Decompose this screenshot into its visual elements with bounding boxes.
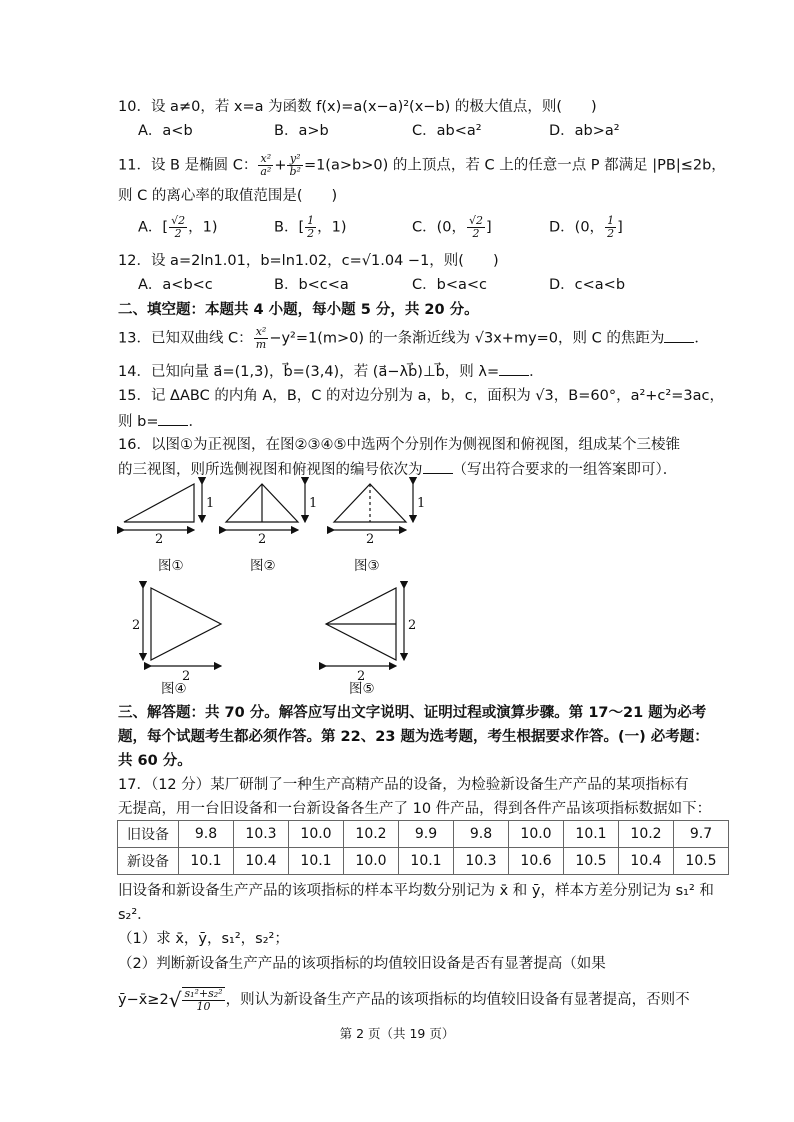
q11-stem-line1: 11．设 B 是椭圆 C： $\frac{\text{x²}}{\text{a²}}$ + $\frac{\text{y²}}{\text{b²}}$ =1(a>b>0) 的上顶点，若 C 上的任意一点 P 都满足 |PB|≤2b， (118, 152, 726, 178)
table-cell: 10.5 (564, 848, 619, 875)
table-cell: 10.2 (344, 821, 399, 848)
table-cell: 10.4 (619, 848, 674, 875)
figure-2-width-label: 2 (258, 532, 267, 547)
table-cell: 旧设备 (118, 821, 179, 848)
table-cell: 10.0 (509, 821, 564, 848)
table-cell: 10.1 (399, 848, 454, 875)
figure-4-width-label: 2 (182, 669, 191, 684)
figure-2-caption: 图② (250, 558, 276, 574)
table-cell: 10.3 (234, 821, 289, 848)
table-row-old-device (118, 821, 729, 848)
table-cell: 10.0 (289, 821, 344, 848)
figure-4-triangle-right (143, 588, 221, 666)
figure-1-height-label: 1 (206, 496, 215, 511)
q10-option-b: B．a>b (274, 123, 329, 139)
table-cell: 10.6 (509, 848, 564, 875)
figure-5-width-label: 2 (357, 669, 366, 684)
q16-stem-line1: 16．以图①为正视图，在图②③④⑤中选两个分别作为侧视图和俯视图，组成某个三棱锥 (118, 437, 680, 453)
figure-2-isosceles-triangle (226, 484, 305, 530)
table-row-new-device (118, 848, 729, 875)
q17-condition-line: ȳ−x̄≥2√ $\frac{\text{s₁²+s₂²}}{10}$ ，则认为新设备生产产品的该项指标的均值较旧设备有显著提高，否则不 (118, 987, 690, 1013)
q12-option-d: D．c<a<b (549, 277, 626, 293)
q11-stem-line2: 则 C 的离心率的取值范围是( ) (118, 188, 338, 204)
table-cell: 9.8 (179, 821, 234, 848)
figure-3-height-label: 1 (417, 496, 426, 511)
q12-stem: 12．设 a=2ln1.01，b=ln1.02，c=√1.04 −1，则( ) (118, 253, 499, 269)
table-cell: 新设备 (118, 848, 179, 875)
figure-3-caption: 图③ (354, 558, 380, 574)
figure-5-triangle-left (326, 588, 404, 666)
q11-option-c: C．(0， $\frac{√2}{2}$ ] (412, 214, 492, 240)
q17-data-table (117, 820, 729, 875)
section-2-heading: 二、填空题：本题共 4 小题，每小题 5 分，共 20 分。 (118, 302, 479, 318)
table-cell: 10.4 (234, 848, 289, 875)
fraction: $\frac{\text{x²}}{\text{a²}}$ (260, 152, 272, 178)
section-3-line3: 共 60 分。 (118, 753, 192, 769)
q11-option-b: B．[ $\frac{1}{2}$ ，1) (274, 214, 347, 240)
q10-stem: 10．设 a≠0，若 x=a 为函数 f(x)=a(x−a)²(x−b) 的极大值点，则( ) (118, 99, 597, 115)
figure-4-height-label: 2 (132, 618, 141, 633)
q10-option-a: A．a<b (138, 123, 193, 139)
q17-after-table-line1: 旧设备和新设备生产产品的该项指标的样本平均数分别记为 x̄ 和 ȳ，样本方差分别记为 s₁² 和 (118, 883, 714, 899)
q10-option-d: D．ab>a² (549, 123, 620, 139)
table-cell: 9.8 (454, 821, 509, 848)
table-cell: 10.1 (179, 848, 234, 875)
figure-1-width-label: 2 (155, 532, 164, 547)
q12-option-b: B．b<c<a (274, 277, 349, 293)
figure-4-caption: 图④ (161, 681, 187, 697)
q12-option-c: C．b<a<c (412, 277, 487, 293)
q12-option-a: A．a<b<c (138, 277, 213, 293)
fraction: $\frac{\text{y²}}{\text{b²}}$ (289, 152, 301, 178)
q10-option-c: C．ab<a² (412, 123, 482, 139)
q17-part-2: （2）判断新设备生产产品的该项指标的均值较旧设备是否有显著提高（如果 (118, 956, 606, 972)
figure-1-caption: 图① (158, 558, 184, 574)
q13-stem: 13．已知双曲线 C： $\frac{\text{x²}}{m}$ −y²=1(m>0) 的一条渐近线为 √3x+my=0，则 C 的焦距为 ． (118, 325, 709, 351)
table-cell: 9.7 (674, 821, 729, 848)
table-cell: 10.5 (674, 848, 729, 875)
section-3-line2: 题，每个试题考生都必须作答。第 22、23 题为选考题，考生根据要求作答。(一) 必考题： (118, 729, 709, 745)
section-3-line1: 三、解答题：共 70 分。解答应写出文字说明、证明过程或演算步骤。第 17～21 题为必考 (118, 705, 707, 721)
q17-after-table-line2: s₂²． (118, 907, 152, 923)
figure-3-width-label: 2 (366, 532, 375, 547)
page-footer: 第 2 页（共 19 页） (339, 1026, 455, 1041)
q16-stem-line2: 的三视图，则所选侧视图和俯视图的编号依次为 （写出符合要求的一组答案即可）． (118, 459, 677, 480)
q15-stem-line2: 则 b= ． (118, 411, 203, 432)
figure-5-caption: 图⑤ (349, 681, 375, 697)
q15-stem-line1: 15．记 ΔABC 的内角 A，B，C 的对边分别为 a，b，c，面积为 √3，B=60°，a²+c²=3ac， (118, 388, 724, 404)
figure-2-height-label: 1 (309, 496, 318, 511)
figure-1-right-triangle (124, 484, 202, 530)
q17-part-1: （1）求 x̄，ȳ，s₁²，s₂²； (118, 931, 289, 947)
table-cell: 10.1 (289, 848, 344, 875)
figure-3-triangle-dashed (334, 484, 413, 530)
q11-option-a: A．[ $\frac{√2}{2}$ ，1) (138, 214, 218, 240)
table-cell: 10.0 (344, 848, 399, 875)
table-cell: 10.3 (454, 848, 509, 875)
figure-5-height-label: 2 (408, 618, 417, 633)
q17-stem-line1: 17．（12 分）某厂研制了一种生产高精产品的设备，为检验新设备生产产品的某项指标有 (118, 777, 689, 793)
table-cell: 9.9 (399, 821, 454, 848)
q17-stem-line2: 无提高，用一台旧设备和一台新设备各生产了 10 件产品，得到各件产品该项指标数据如下： (118, 801, 712, 817)
q14-stem: 14．已知向量 a⃗=(1,3)，b⃗=(3,4)，若 (a⃗−λb⃗)⊥b⃗，则 λ= ． (118, 361, 544, 382)
q11-option-d: D．(0， $\frac{1}{2}$ ] (549, 214, 623, 240)
table-cell: 10.2 (619, 821, 674, 848)
table-cell: 10.1 (564, 821, 619, 848)
